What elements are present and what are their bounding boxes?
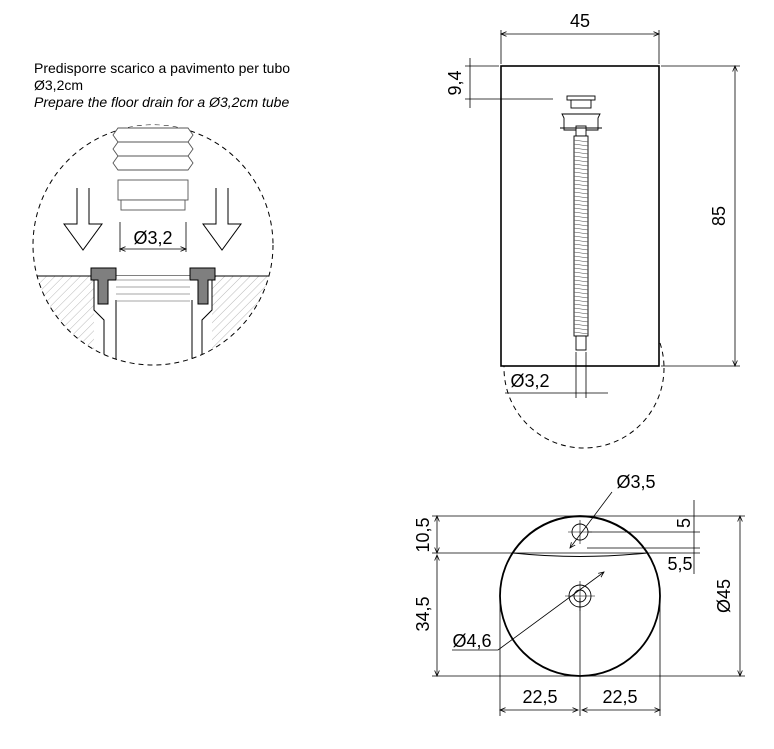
rim-depth-label: 10,5 <box>413 517 433 553</box>
drain-diameter-label: Ø4,6 <box>452 631 492 651</box>
overflow-offset-b-label: 5,5 <box>667 554 693 574</box>
half-left-label: 22,5 <box>522 687 558 707</box>
front-height-label: 85 <box>709 205 729 227</box>
floor-drain-detail <box>30 114 280 396</box>
overflow-diameter-label: Ø3,5 <box>616 472 656 492</box>
top-view <box>413 472 745 716</box>
threaded-rod <box>574 136 588 350</box>
overflow-offset-a-label: 5 <box>674 517 694 529</box>
front-tube-diameter-label: Ø3,2 <box>510 371 550 391</box>
detail-tube-diameter: Ø3,2 <box>133 228 173 248</box>
front-view <box>445 11 740 448</box>
front-width-label: 45 <box>569 11 591 31</box>
front-drain-offset-label: 9,4 <box>445 70 465 96</box>
half-right-label: 22,5 <box>602 687 638 707</box>
down-arrow-left-icon <box>64 188 102 250</box>
bellows-hose <box>113 128 193 210</box>
down-arrow-right-icon <box>203 188 241 250</box>
note-english: Prepare the floor drain for a Ø3,2cm tube <box>34 94 290 110</box>
note-italian: Predisporre scarico a pavimento per tubo Ø3,2cm <box>34 60 291 93</box>
top-diameter-label: Ø45 <box>714 578 734 614</box>
drain-center-label: 34,5 <box>413 596 433 632</box>
